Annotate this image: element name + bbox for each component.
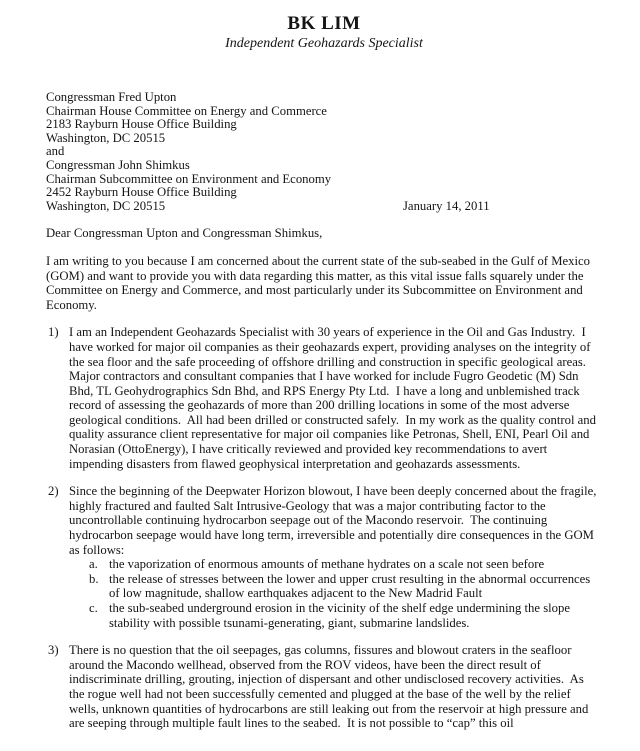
recipient-line: and (46, 144, 65, 159)
sub-item-letter: b. (89, 571, 99, 586)
letter-date: January 14, 2011 (403, 198, 490, 213)
item-number: 1) (48, 325, 59, 340)
item-number: 2) (48, 484, 59, 499)
sub-item-a (89, 557, 602, 572)
recipient-line: Congressman Fred Upton (46, 90, 177, 104)
recipient-line: 2183 Rayburn House Office Building (46, 117, 237, 132)
item-text: I am an Independent Geohazards Specialist with 30 years of experience in the Oil and Gas Industry. I have worked for major oil companies as their geohazards expert, providing analyses on the integrity of the sea floor and the safe proceeding of offshore drilling and construction in specific geological areas. Major contractors and consultant companies that I have worked for include Fugro Geodetic (M) Sdn Bhd, TL Geohydrographics Sdn Bhd, and RPS Energy Pty Ltd. I have a long and unblemished track record of assessing the geohazards of more than 200 drilling locations in some of the most adverse geological conditions. All had been drilled or constructed safely. In my work as the quality control and quality assurance client representative for major oil companies like Petronas, Shell, ENI, Pearl Oil and Norasian (OttoEnergy), I have critically reviewed and provided key recommendations to avert impending disasters from flawed geophysical interpretation and geohazards assessments. (69, 325, 600, 471)
numbered-item-3 (46, 643, 602, 731)
recipient-line: Washington, DC 20515 (46, 198, 166, 213)
sub-item-text: the release of stresses between the lower and upper crust resulting in the abnormal occurrences of low magnitude, shallow earthquakes adjacent to the New Madrid Fault (109, 571, 594, 601)
recipient-line: Chairman Subcommittee on Environment and Economy (46, 171, 332, 186)
item-text: Since the beginning of the Deepwater Horizon blowout, I have been deeply concerned about the fragile, highly fractured and faulted Salt Intrusive-Geology that was a major contributing factor to the uncontrollable continuing hydrocarbon seepage out of the Macondo reservoir. The continuing hydrocarbon seepage would have long term, irreversible and potentially dire consequences in the GOM as follows: (69, 484, 600, 557)
recipient-line: 2452 Rayburn House Office Building (46, 185, 237, 200)
sub-item-text: the vaporization of enormous amounts of methane hydrates on a scale not seen before (109, 557, 545, 572)
sub-item-b (89, 572, 602, 601)
sub-item-c (89, 601, 602, 630)
sub-item-text: the sub-seabed underground erosion in the vicinity of the shelf edge undermining the slope stability with possible tsunami-generating, giant, submarine landslides. (109, 601, 574, 630)
sub-item-letter: a. (89, 557, 98, 572)
letterhead-title: Independent Geohazards Specialist (225, 36, 423, 51)
numbered-item-1 (46, 325, 602, 471)
item-text: There is no question that the oil seepages, gas columns, fissures and blowout craters in the seafloor around the Macondo wellhead, observed from the ROV videos, have been the direct result of indiscriminate drilling, grouting, injection of dispersant and other undisclosed recovery activities. As the rogue well had not been successfully cemented and plugged at the base of the well by the relief wells, unknown quantities of hydrocarbons are still leaking out from the reservoir at high pressure and are seeping through multiple fault lines to the seabed. It is not possible to “cap” this oil (69, 643, 592, 731)
sub-item-letter: c. (89, 601, 98, 615)
letterhead (46, 12, 602, 53)
recipient-line: Washington, DC 20515 (46, 130, 166, 145)
intro-paragraph: I am writing to you because I am concerned about the current state of the sub-seabed in the Gulf of Mexico (GOM) and want to provide you with data regarding this matter, as this vital issue falls squarely under the Committee on Energy and Commerce, and most particularly under its Subcommittee on Environment and Economy. (46, 253, 594, 312)
item-number: 3) (48, 643, 59, 658)
recipient-block (46, 91, 602, 213)
letterhead-name: BK LIM (287, 13, 361, 34)
recipient-line: Chairman House Committee on Energy and Commerce (46, 103, 327, 118)
recipient-line: Congressman John Shimkus (46, 157, 190, 172)
salutation: Dear Congressman Upton and Congressman Shimkus, (46, 226, 323, 241)
numbered-item-2 (46, 484, 602, 630)
